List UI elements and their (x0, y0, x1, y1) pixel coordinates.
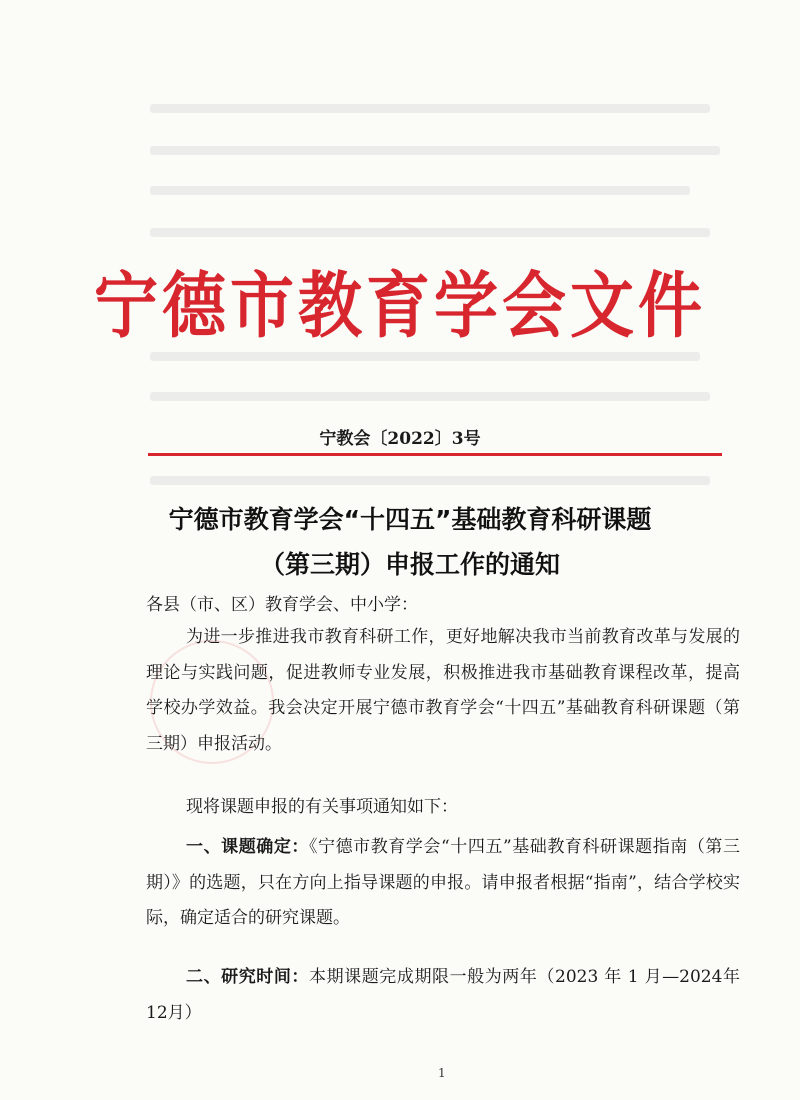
notice-title-line-1: 宁德市教育学会“十四五”基础教育科研课题 (168, 505, 652, 534)
bleed-through-line (150, 146, 720, 155)
red-divider-line (148, 453, 722, 456)
bleed-through-line (150, 228, 710, 237)
bleed-through-line (150, 186, 690, 195)
intro-paragraph: 为进一步推进我市教育科研工作，更好地解决我市当前教育改革与发展的理论与实践问题，促进教师专业发展，积极推进我市基础教育课程改革，提高学校办学效益。我会决定开展宁德市教育学会“十四五”基础教育科研课题（第三期）申报活动。 (146, 627, 740, 754)
salutation: 各县（市、区）教育学会、中小学： (146, 595, 418, 615)
notice-line: 现将课题申报的有关事项通知如下： (186, 797, 458, 817)
item1-text: 《宁德市教育学会“十四五”基础教育科研课题指南（第三期）》的选题，只在方向上指导课题的申报。请申报者根据“指南”，结合学校实际，确定适合的研究课题。 (146, 837, 740, 928)
document-header-title: 宁德市教育学会文件 (94, 264, 706, 349)
item1-label: 一、课题确定： (186, 837, 309, 857)
item-topic-determination (146, 830, 740, 937)
item-research-period (146, 960, 740, 1031)
bleed-through-line (150, 392, 710, 401)
item2-text: 本期课题完成期限一般为两年（2023 年 1 月—2024年12月） (146, 967, 741, 1023)
notice-title-line-2: （第三期）申报工作的通知 (259, 550, 560, 579)
bleed-through-line (150, 104, 710, 113)
item2-label: 二、研究时间： (186, 967, 310, 987)
document-number: 宁教会〔2022〕3号 (319, 429, 481, 449)
page-number: 1 (438, 1066, 446, 1080)
bleed-through-line (150, 476, 710, 485)
